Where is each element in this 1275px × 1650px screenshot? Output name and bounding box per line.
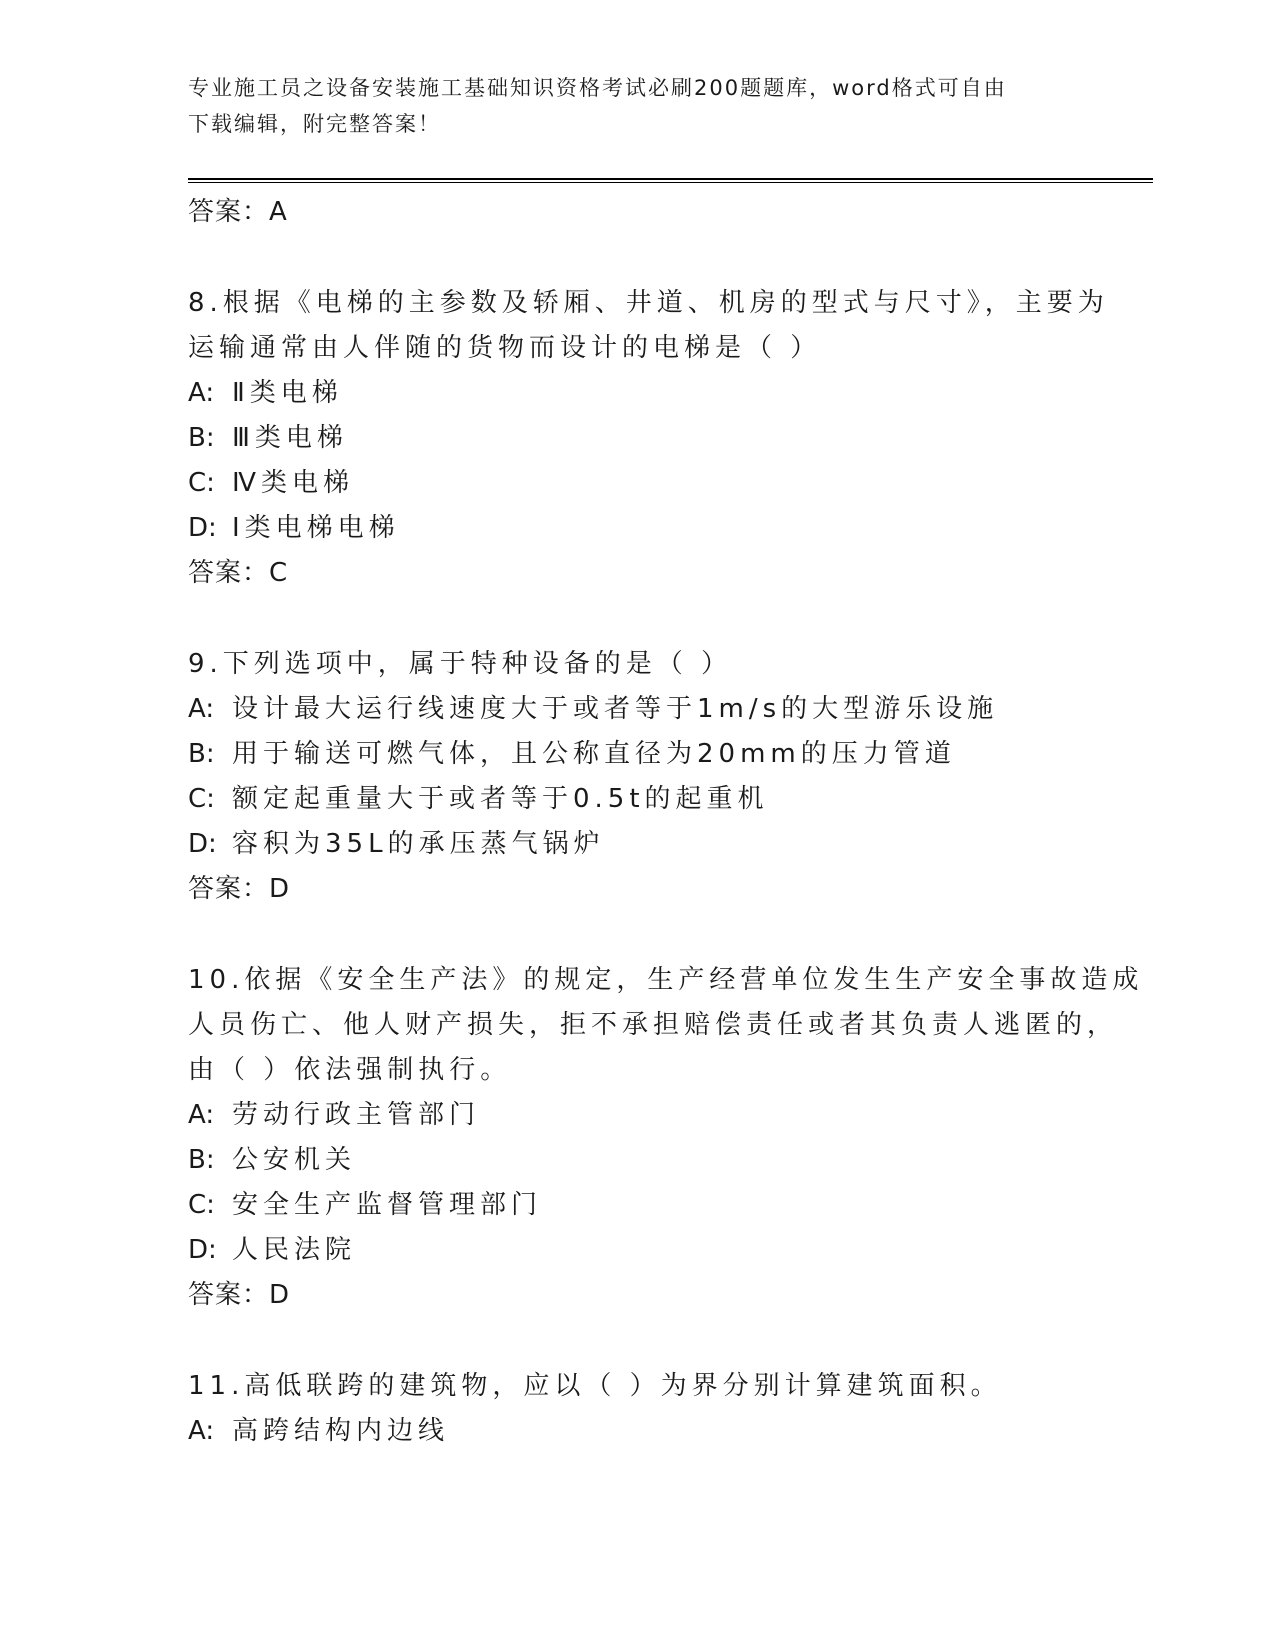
question-stem: 由（ ）依法强制执行。 xyxy=(188,1055,512,1085)
question-answer: 答案：D xyxy=(188,1280,291,1310)
option-text: 人民法院 xyxy=(232,1235,357,1265)
spacer xyxy=(188,235,1153,281)
option-letter: A: xyxy=(188,694,215,724)
option-text: Ⅱ类电梯 xyxy=(232,378,343,408)
option-a xyxy=(188,1409,1153,1454)
option-letter: C: xyxy=(188,468,215,498)
document-body xyxy=(188,190,1153,1454)
option-letter: D: xyxy=(188,829,217,859)
question-stem: 8.根据《电梯的主参数及轿厢、井道、机房的型式与尺寸》，主要为 xyxy=(188,288,1109,318)
option-text: 安全生产监督管理部门 xyxy=(232,1190,543,1220)
question-answer: 答案：D xyxy=(188,874,291,904)
option-letter: A: xyxy=(188,1416,215,1446)
option-b xyxy=(188,416,1153,461)
option-text: Ⅰ类电梯电梯 xyxy=(232,513,400,543)
option-text: 容积为35L的承压蒸气锅炉 xyxy=(232,829,605,859)
option-c xyxy=(188,1183,1153,1228)
question-stem: 运输通常由人伴随的货物而设计的电梯是（ ） xyxy=(188,333,822,363)
option-letter: A: xyxy=(188,1100,215,1130)
option-letter: B: xyxy=(188,739,215,769)
question-block-9 xyxy=(188,642,1153,912)
option-a xyxy=(188,371,1153,416)
spacer xyxy=(188,912,1153,958)
option-a xyxy=(188,687,1153,732)
option-a xyxy=(188,1093,1153,1138)
question-stem: 9.下列选项中，属于特种设备的是（ ） xyxy=(188,649,733,679)
option-c xyxy=(188,461,1153,506)
option-letter: D: xyxy=(188,1235,217,1265)
option-text: 用于输送可燃气体，且公称直径为20mm的压力管道 xyxy=(232,739,956,769)
option-d xyxy=(188,1228,1153,1273)
question-stem: 10.依据《安全生产法》的规定，生产经营单位发生生产安全事故造成 xyxy=(188,965,1144,995)
previous-answer: 答案：A xyxy=(188,197,288,227)
option-letter: D: xyxy=(188,513,217,543)
option-b xyxy=(188,1138,1153,1183)
option-b xyxy=(188,732,1153,777)
spacer xyxy=(188,1318,1153,1364)
option-text: Ⅳ类电梯 xyxy=(232,468,354,498)
document-header xyxy=(188,70,1088,142)
option-text: 劳动行政主管部门 xyxy=(232,1100,481,1130)
option-letter: B: xyxy=(188,423,215,453)
option-letter: C: xyxy=(188,1190,215,1220)
option-letter: C: xyxy=(188,784,215,814)
option-text: 公安机关 xyxy=(232,1145,357,1175)
spacer xyxy=(188,596,1153,642)
option-text: 设计最大运行线速度大于或者等于1m/s的大型游乐设施 xyxy=(232,694,999,724)
option-text: 额定起重量大于或者等于0.5t的起重机 xyxy=(232,784,769,814)
option-c xyxy=(188,777,1153,822)
header-divider xyxy=(188,178,1153,183)
option-d xyxy=(188,822,1153,867)
question-answer: 答案：C xyxy=(188,558,289,588)
question-stem: 人员伤亡、他人财产损失，拒不承担赔偿责任或者其负责人逃匿的， xyxy=(188,1010,1119,1040)
question-block-8 xyxy=(188,281,1153,596)
header-title-line-2: 下载编辑，附完整答案！ xyxy=(188,112,441,136)
question-block-10 xyxy=(188,958,1153,1318)
option-text: 高跨结构内边线 xyxy=(232,1416,450,1446)
option-d xyxy=(188,506,1153,551)
question-block-11 xyxy=(188,1364,1153,1454)
option-text: Ⅲ类电梯 xyxy=(232,423,348,453)
header-title-line-1: 专业施工员之设备安装施工基础知识资格考试必刷200题题库，word格式可自由 xyxy=(188,76,1007,100)
option-letter: B: xyxy=(188,1145,215,1175)
option-letter: A: xyxy=(188,378,215,408)
question-stem: 11.高低联跨的建筑物，应以（ ）为界分别计算建筑面积。 xyxy=(188,1371,1002,1401)
